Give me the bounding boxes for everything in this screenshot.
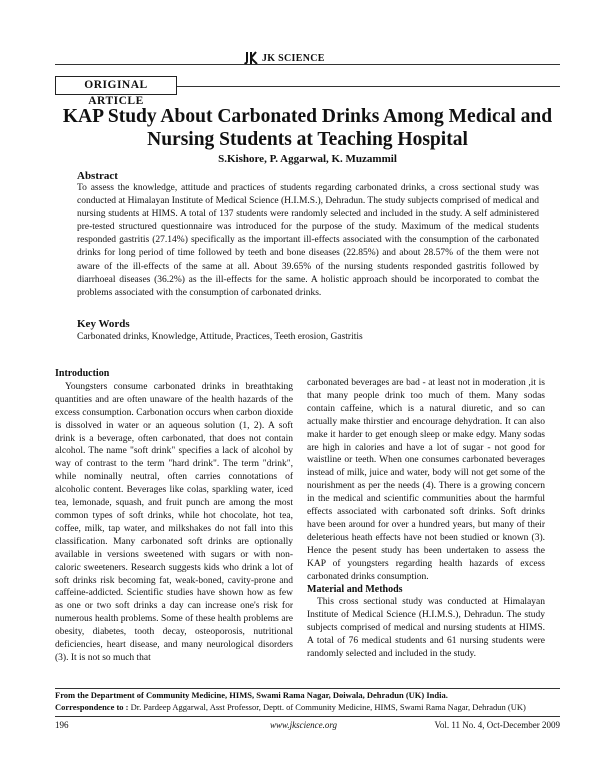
correspondence-note: [55, 702, 560, 712]
section-divider: [177, 86, 560, 87]
footnote-divider: [55, 688, 560, 689]
introduction-heading: Introduction: [55, 368, 110, 379]
section-label: ORIGINAL ARTICLE: [55, 76, 177, 95]
page-number: 196: [55, 720, 69, 730]
methods-heading: Material and Methods: [307, 583, 403, 595]
journal-website: www.jkscience.org: [270, 720, 337, 730]
author-list: S.Kishore, P. Aggarwal, K. Muzammil: [218, 153, 397, 165]
introduction-paragraph-continued: carbonated beverages are bad - at least not in moderation ,it is that many people drink too much of them. Many sodas contain caffeine, which is a natural diuretic, and so can actually make thirstier and encourage dehydration. It can also make it harder to get enough sleep or make edgy. Many sodas are high in calories and have a lot of sugar - not good for waistline or teeth. When one consumes carbonated beverages instead of milk, juice and water, body will not get some of the nourishment as per the needs (4). There is a growing concern in the medical and scientific communities about the harmful effects associated with carbonated soft drinks. Soft drinks have been around for over a hundred years, but many of their deleterious heath effects have not been studied or known (3). Hence the pesent study has been undertaken to assess the KAP of youngsters regarding health hazards of excess carbonated drinks consumption.: [307, 378, 545, 582]
correspondence-label: Correspondence to :: [55, 702, 129, 712]
journal-name: JK SCIENCE: [262, 52, 325, 64]
introduction-paragraph: Youngsters consume carbonated drinks in breathtaking quantities and are often unaware of the health hazards of the excess consumption. Carbonation occurs when carbon dioxide is dissolved in water or an aqueous solution (1, 2). A soft drink is a beverage, often carbonated, that does not contain alcohol. The name "soft drink" specifies a lack of alcohol by way of contrast to the term "hard drink". The term "drink", while nominally neutral, often carries connotations of alcoholic content. Beverages like colas, sparkling water, iced tea, lemonade, squash, and fruit punch are among the most common types of soft drinks, while hot chocolate, hot tea, coffee, milk, tap water, and milkshakes do not fall into this classification. Many carbonated soft drinks are optionally available in versions sweetened with sugars or with non-caloric sweeteners. Research suggests kids who drink a lot of soft drinks risk becoming fat, weak-boned, cavity-prone and caffeine-addicted. Scientific studies have shown how as few as one or two soft drinks a day can increase one's risk for numerous health problems. Some of these health problems are obesity, diabetes, tooth decay, osteoporosis, nutritional deficiencies, heart disease, and many neurological disorders (3). It is not so much that: [55, 381, 293, 663]
header-divider: [55, 64, 560, 65]
body-column-right: [307, 377, 545, 661]
methods-paragraph: This cross sectional study was conducted at Himalayan Institute of Medical Science (H.I.M.S.), Dehradun. The study subjects comprised of medical and nursing students at HIMS. A total of 76 medical students and 61 nursing students were randomly selected and included in the study.: [307, 597, 545, 660]
affiliation-note: From the Department of Community Medicine, HIMS, Swami Rama Nagar, Doiwala, Dehradun (UK) India.: [55, 690, 448, 700]
body-column-left: [55, 368, 293, 665]
footer-divider: [55, 716, 560, 717]
keywords-text: Carbonated drinks, Knowledge, Attitude, Practices, Teeth erosion, Gastritis: [77, 332, 363, 342]
correspondence-text: Dr. Pardeep Aggarwal, Asst Professor, Deptt. of Community Medicine, HIMS, Swami Rama Nagar, Dehradun (UK): [130, 702, 526, 712]
article-title: KAP Study About Carbonated Drinks Among Medical and Nursing Students at Teaching Hospital: [62, 106, 553, 150]
volume-info: Vol. 11 No. 4, Oct-December 2009: [434, 720, 560, 730]
abstract-heading: Abstract: [77, 170, 118, 182]
abstract-text: To assess the knowledge, attitude and practices of students regarding carbonated drinks, a cross sectional study was conducted at Himalayan Institute of Medical Science (H.I.M.S.), Dehradun. The study subjects comprised of medical and nursing students at HIMS. A total of 137 students were randomly selected and included in the study. A self administered pre-tested structured questionnaire was introduced for the purpose of the study. Maximum of the medical students responded gastritis (27.14%) specifically as the important ill-effects associated with the consumption of the carbonated drinks for long period of time followed by teeth and bone diseases (22.85%) and about 28.57% of the them were not aware of the ill-effects of the same at all. About 39.65% of the nursing students responded gastritis followed by diarrhoeal diseases (36.2%) as the ill-effects for the same. A holistic approach should be incorporated to combat the problems associated with the consumption of carbonated drinks.: [77, 183, 539, 298]
keywords-heading: Key Words: [77, 318, 130, 330]
